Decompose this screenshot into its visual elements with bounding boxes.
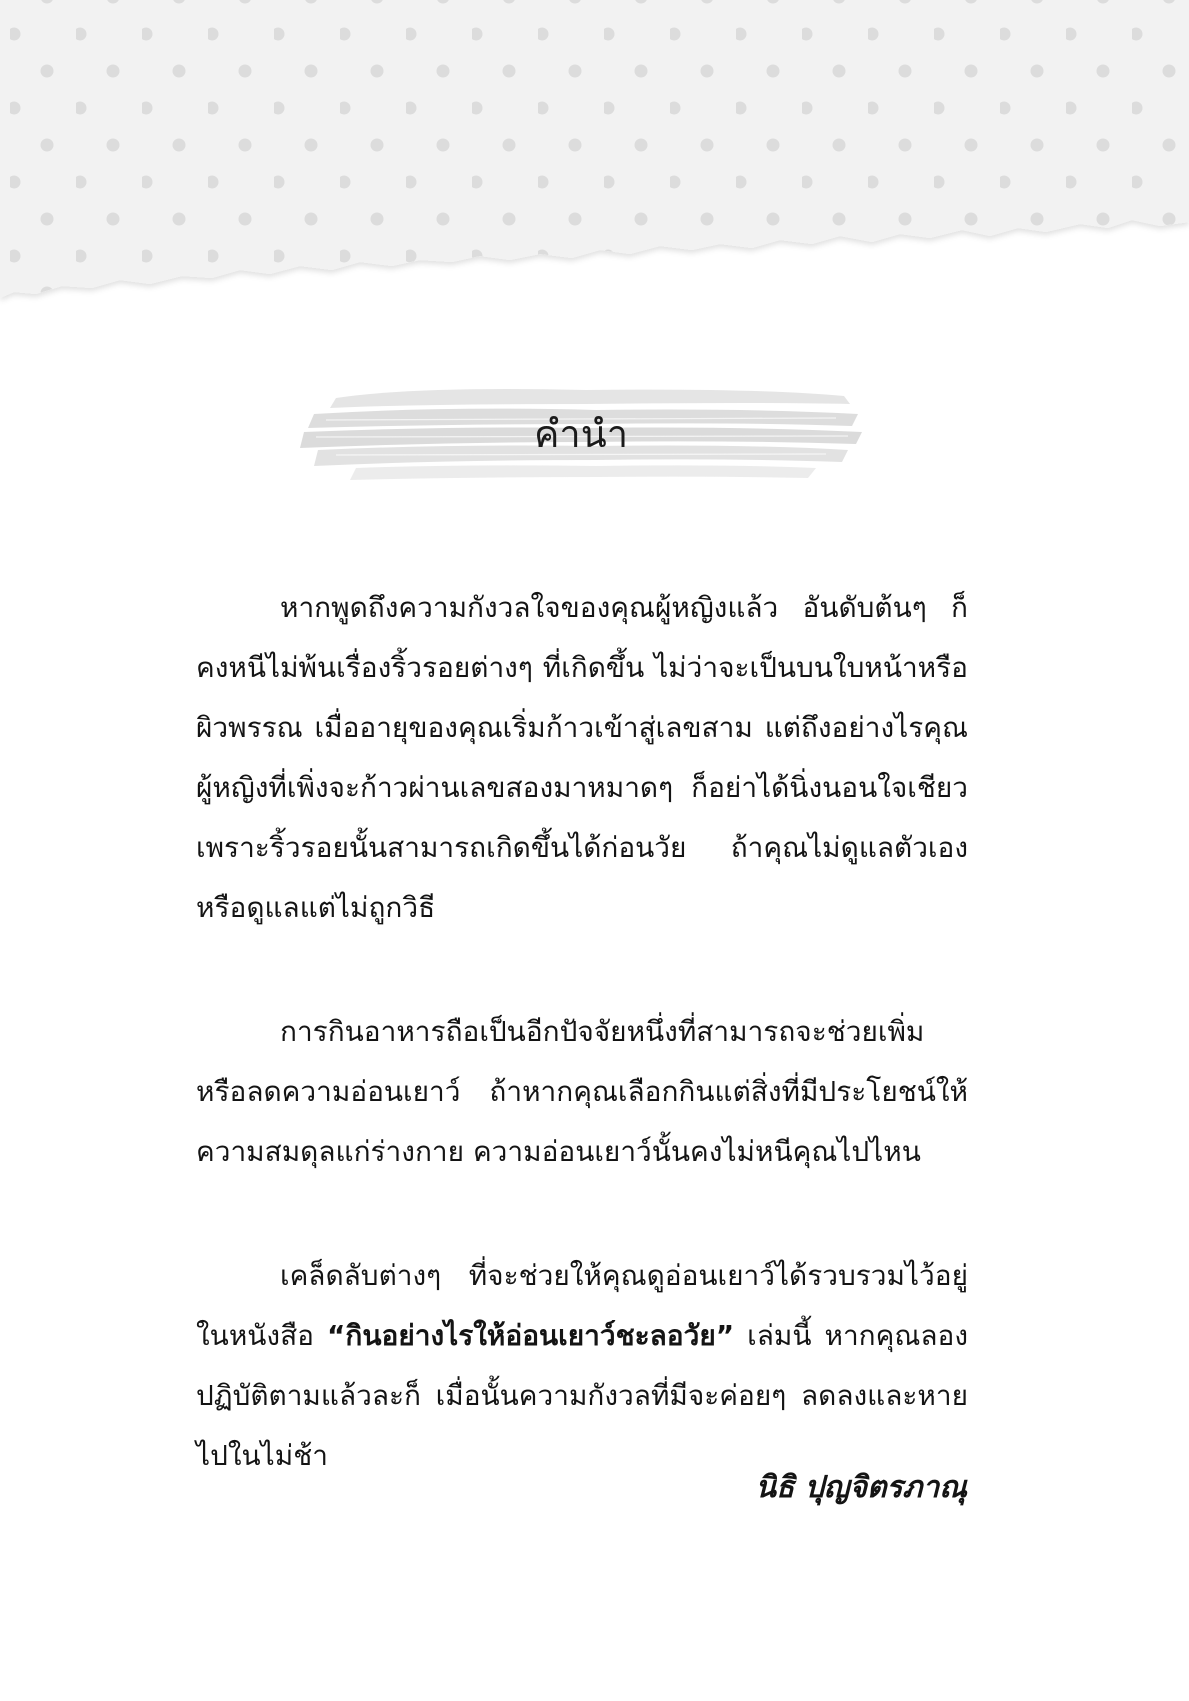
paragraph-1 <box>196 578 968 938</box>
paragraph-2-text: การกินอาหารถือเป็นอีกปัจจัยหนึ่งที่สามารถจะช่วยเพิ่มหรือลดความอ่อนเยาว์ ถ้าหากคุณเลือกกินแต่สิ่งที่มีประโยชน์ให้ความสมดุลแก่ร่างกาย ความอ่อนเยาว์นั้นคงไม่หนีคุณไปไหน <box>196 1015 968 1168</box>
author-signature: นิธิ ปุญจิตรภาณุ <box>755 1470 967 1505</box>
book-title: “กินอย่างไรให้อ่อนเยาว์ชะลอวัย” <box>327 1319 735 1352</box>
torn-paper-dotted-header <box>0 0 1189 330</box>
paragraph-2 <box>196 1002 968 1182</box>
title-block <box>296 380 866 490</box>
paragraph-3-text-end: เล่มนี้ หากคุณลองปฏิบัติตามแล้วละก็ เมื่อนั้นความกังวลที่มีจะค่อยๆ ลดลงและหายไปในไม่ช้า <box>196 1319 968 1472</box>
page-title: คำนำ <box>533 412 629 456</box>
paragraph-3-text-start: เคล็ดลับต่างๆ ที่จะช่วยให้คุณดูอ่อนเยาว์ได้รวบรวมไว้อยู่ในหนังสือ <box>196 1259 968 1352</box>
preface-body <box>196 578 968 1486</box>
paragraph-3 <box>196 1246 968 1486</box>
paragraph-1-text: หากพูดถึงความกังวลใจของคุณผู้หญิงแล้ว อันดับต้นๆ ก็คงหนีไม่พ้นเรื่องริ้วรอยต่างๆ ที่เกิดขึ้น ไม่ว่าจะเป็นบนใบหน้าหรือผิวพรรณ เมื่ออายุของคุณเริ่มก้าวเข้าสู่เลขสาม แต่ถึงอย่างไรคุณผู้หญิงที่เพิ่งจะก้าวผ่านเลขสองมาหมาดๆ ก็อย่าได้นิ่งนอนใจเชียว เพราะริ้วรอยนั้นสามารถเกิดขึ้นได้ก่อนวัย ถ้าคุณไม่ดูแลตัวเองหรือดูแลแต่ไม่ถูกวิธี <box>196 591 968 924</box>
